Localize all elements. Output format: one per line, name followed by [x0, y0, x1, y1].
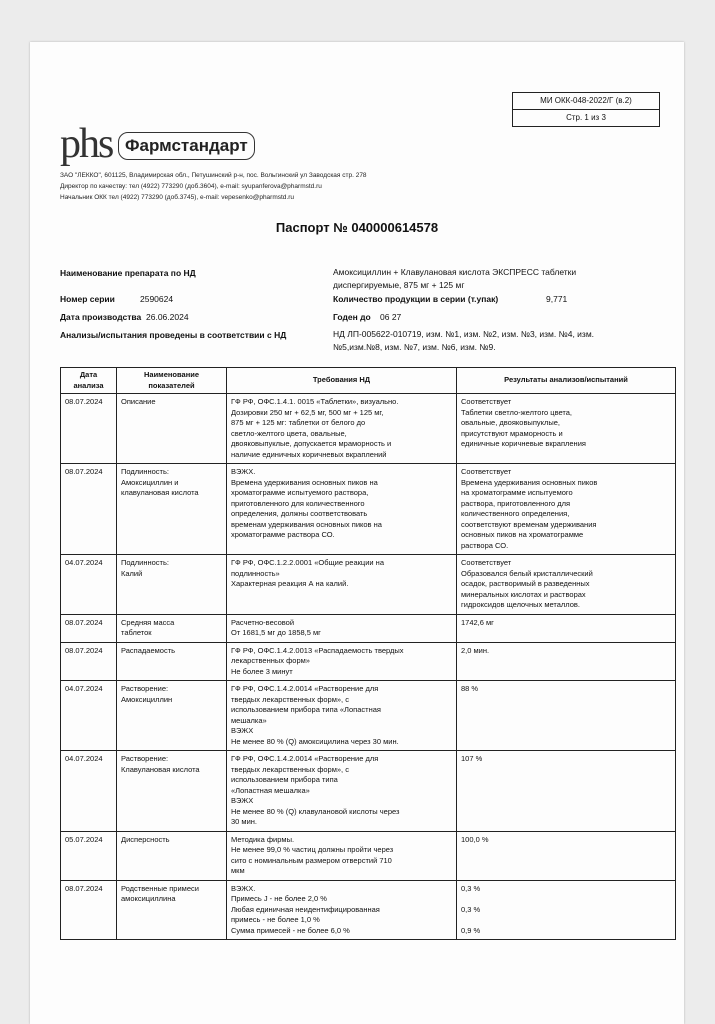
table-row: [61, 614, 676, 642]
cell-line: Не менее 80 % (Q) амоксицилина через 30 мин.: [231, 736, 399, 746]
cell-line: хроматограмме испытуемого раствора,: [231, 488, 369, 497]
drug-name-value: Амоксициллин + Клавулановая кислота ЭКСПРЕСС таблетки диспергируемые, 875 мг + 125 мг: [333, 267, 577, 290]
cell-line: наличие единичных коричневых вкраплений: [231, 449, 387, 459]
cell-line: 100,0 %: [461, 834, 489, 844]
document-code: МИ ОКК-048-2022/Г (в.2): [540, 96, 632, 105]
page-number: Стр. 1 из 3: [513, 109, 659, 126]
cell-line: клавулановая кислота: [121, 488, 199, 497]
cell-line: на хроматограмме испытуемого: [461, 488, 573, 497]
table-row: [61, 642, 676, 681]
cell-line: мкм: [231, 866, 245, 875]
date-cell: 04.07.2024: [61, 681, 117, 751]
cell-line: таблеток: [121, 628, 152, 637]
cell-line: Амоксициллин: [121, 694, 173, 704]
drug-name-label: Наименование препарата по НД: [60, 268, 196, 278]
date-cell: 04.07.2024: [61, 751, 117, 832]
cell-line: сито с номинальным размером отверстий 710: [231, 855, 392, 865]
cell-line: раствора, приготовленного для: [461, 498, 571, 508]
cell-line: Соответствует: [461, 397, 512, 406]
cell-line: Соответствует: [461, 467, 512, 476]
cell-line: лекарственных форм»: [231, 656, 310, 665]
cell-line: основных пиков на хроматограмме: [461, 530, 584, 539]
cell-line: 1742,6 мг: [461, 617, 494, 627]
indicator-cell: [117, 642, 227, 681]
cell-line: 0,3 %: [461, 883, 481, 893]
cell-line: Родственные примеси: [121, 883, 199, 893]
table-row: [61, 880, 676, 940]
cell-line: использованием прибора типа: [231, 775, 338, 784]
cell-line: Дисперсность: [121, 834, 170, 844]
cell-line: Калий: [121, 568, 143, 578]
cell-line: подлинность»: [231, 568, 280, 578]
cell-line: Сумма примесей - не более 6,0 %: [231, 925, 350, 935]
requirement-cell: [227, 464, 457, 555]
result-cell: [457, 642, 676, 681]
cell-line: Образовался белый кристаллический: [461, 568, 593, 578]
indicator-cell: [117, 464, 227, 555]
analyses-label: Анализы/испытания проведены в соответствии с НД: [60, 330, 287, 340]
cell-line: минеральных кислотах и растворах: [461, 589, 586, 599]
cell-line: 0,9 %: [461, 925, 481, 935]
result-cell: [457, 880, 676, 940]
results-body: [61, 394, 676, 940]
table-row: [61, 555, 676, 615]
cell-line: Любая единичная неидентифицированная: [231, 904, 380, 914]
date-cell: 05.07.2024: [61, 831, 117, 880]
header-requirements: Требования НД: [227, 368, 457, 394]
cell-line: ГФ РФ, ОФС.1.4.2.0014 «Растворение для: [231, 754, 379, 763]
table-row: [61, 681, 676, 751]
cell-line: Соответствует: [461, 558, 512, 567]
cell-line: хроматограмме раствора СО.: [231, 530, 335, 539]
series-value: 2590624: [140, 294, 174, 304]
cell-line: Времена удерживания основных пиков на: [231, 477, 378, 487]
header-results: Результаты анализов/испытаний: [457, 368, 676, 394]
result-cell: [457, 555, 676, 615]
cell-line: временам удерживания основных пиков на: [231, 519, 382, 529]
date-cell: 08.07.2024: [61, 880, 117, 940]
cell-line: Характерная реакция А на калий.: [231, 579, 349, 588]
cell-line: приготовленного для количественного: [231, 498, 365, 508]
cell-line: Примесь J - не более 2,0 %: [231, 894, 327, 903]
series-label: Номер серии: [60, 294, 115, 304]
cell-line: Не менее 80 % (Q) клавулановой кислоты через: [231, 806, 400, 816]
logo-name: Фармстандарт: [118, 132, 255, 160]
cell-line: Таблетки светло-желтого цвета,: [461, 407, 573, 417]
cell-line: 875 мг + 125 мг: таблетки от белого до: [231, 418, 366, 427]
requirement-cell: [227, 394, 457, 464]
cell-line: [461, 894, 671, 905]
quantity-label: Количество продукции в серии (т.упак): [333, 294, 499, 304]
requirement-cell: [227, 831, 457, 880]
cell-line: мешалка»: [231, 715, 267, 725]
requirement-cell: [227, 751, 457, 832]
cell-line: Времена удерживания основных пиков: [461, 477, 598, 487]
header-indicator: Наименование показателей: [117, 368, 227, 394]
result-cell: [457, 394, 676, 464]
indicator-cell: [117, 831, 227, 880]
cell-line: Подлинность:: [121, 467, 169, 476]
quality-director-contact: Директор по качеству: тел (4922) 773290 (доб.3604), e-mail: syupanferova@pharmstd.ru: [60, 183, 322, 190]
cell-line: Описание: [121, 397, 156, 406]
cell-line: твердых лекарственных форм», с: [231, 764, 349, 774]
cell-line: овальные, двояковыпуклые,: [461, 418, 561, 427]
indicator-cell: [117, 880, 227, 940]
cell-line: ВЭЖХ.: [231, 883, 256, 893]
date-cell: 08.07.2024: [61, 464, 117, 555]
cell-line: 30 мин.: [231, 817, 257, 826]
requirement-cell: [227, 614, 457, 642]
date-cell: 08.07.2024: [61, 642, 117, 681]
header-date: Дата анализа: [61, 368, 117, 394]
indicator-cell: [117, 394, 227, 464]
cell-line: Не более 3 минут: [231, 666, 293, 676]
cell-line: ГФ РФ, ОФС.1.4.1. 0015 «Таблетки», визуально.: [231, 397, 399, 406]
cell-line: 2,0 мин.: [461, 645, 490, 655]
cell-line: единичные коричневые вкрапления: [461, 439, 586, 448]
company-contacts: [60, 170, 367, 203]
cell-line: ВЭЖХ: [231, 796, 254, 805]
cell-line: От 1681,5 мг до 1858,5 мг: [231, 628, 321, 637]
result-cell: [457, 751, 676, 832]
table-header-row: [61, 368, 676, 394]
expiry-value: 06 27: [380, 312, 402, 322]
cell-line: светло-желтого цвета, овальные,: [231, 428, 347, 438]
cell-line: Дозировки 250 мг + 62,5 мг, 500 мг + 125 мг,: [231, 407, 384, 417]
cell-line: Растворение:: [121, 754, 169, 763]
analyses-value: НД ЛП-005622-010719, изм. №1, изм. №2, изм. №3, изм. №4, изм. №5,изм.№8, изм. №7, изм. №6, изм. №9.: [333, 329, 595, 352]
results-table: [60, 367, 676, 940]
cell-line: ВЭЖХ.: [231, 467, 256, 476]
cell-line: 107 %: [461, 754, 483, 763]
cell-line: Расчетно-весовой: [231, 617, 295, 627]
cell-line: ГФ РФ, ОФС.1.2.2.0001 «Общие реакции на: [231, 558, 384, 567]
table-row: [61, 464, 676, 555]
cell-line: 0,3 %: [461, 904, 481, 914]
requirement-cell: [227, 880, 457, 940]
cell-line: [461, 915, 671, 926]
date-cell: 04.07.2024: [61, 555, 117, 615]
result-cell: [457, 681, 676, 751]
cell-line: примесь - не более 1,0 %: [231, 915, 320, 924]
result-cell: [457, 831, 676, 880]
production-date-label: Дата производства: [60, 312, 142, 322]
table-row: [61, 394, 676, 464]
cell-line: присутствуют мраморность и: [461, 428, 563, 438]
passport-title: Паспорт № 040000614578: [275, 220, 439, 235]
requirement-cell: [227, 555, 457, 615]
date-cell: 08.07.2024: [61, 394, 117, 464]
cell-line: количественного определения,: [461, 509, 570, 518]
cell-line: Клавулановая кислота: [121, 764, 200, 774]
cell-line: гидроксидов щелочных металлов.: [461, 600, 580, 609]
cell-line: Методика фирмы.: [231, 834, 295, 844]
cell-line: Подлинность:: [121, 558, 169, 567]
cell-line: 88 %: [461, 684, 479, 693]
indicator-cell: [117, 555, 227, 615]
indicator-cell: [117, 681, 227, 751]
cell-line: ГФ РФ, ОФС.1.4.2.0014 «Растворение для: [231, 684, 379, 693]
result-cell: [457, 464, 676, 555]
cell-line: раствора СО.: [461, 540, 509, 550]
qc-head-contact: Начальник ОКК тел (4922) 773290 (доб.3745), e-mail: vepesenko@pharmstd.ru: [60, 194, 295, 201]
production-date-value: 26.06.2024: [146, 312, 189, 322]
logo-mark: phs: [60, 121, 113, 167]
cell-line: Не менее 99,0 % частиц должны пройти через: [231, 845, 394, 854]
indicator-cell: [117, 751, 227, 832]
requirement-cell: [227, 681, 457, 751]
date-cell: 08.07.2024: [61, 614, 117, 642]
cell-line: ВЭЖХ: [231, 726, 254, 735]
table-row: [61, 751, 676, 832]
indicator-cell: [117, 614, 227, 642]
cell-line: твердых лекарственных форм», с: [231, 694, 349, 704]
cell-line: «Лопастная мешалка»: [231, 785, 310, 795]
cell-line: определения, должны соответствовать: [231, 509, 368, 518]
requirement-cell: [227, 642, 457, 681]
cell-line: соответствуют временам удерживания: [461, 519, 597, 529]
passport-page: [30, 42, 684, 1024]
cell-line: Средняя масса: [121, 617, 175, 627]
cell-line: ГФ РФ, ОФС.1.4.2.0013 «Распадаемость твердых: [231, 645, 404, 655]
document-code-box: [512, 92, 660, 127]
result-cell: [457, 614, 676, 642]
cell-line: использованием прибора типа «Лопастная: [231, 705, 381, 714]
expiry-label: Годен до: [333, 312, 371, 322]
cell-line: Растворение:: [121, 684, 169, 693]
cell-line: осадок, растворимый в разведенных: [461, 579, 590, 588]
company-address: ЗАО "ЛЕККО", 601125, Владимирская обл., Петушинский р-н, пос. Вольгинский ул Заводская стр. 278: [60, 172, 367, 179]
table-row: [61, 831, 676, 880]
cell-line: Распадаемость: [121, 645, 176, 655]
cell-line: двояковыпуклые, допускается мраморность и: [231, 439, 392, 448]
cell-line: амоксициллина: [121, 894, 176, 903]
quantity-value: 9,771: [546, 294, 568, 304]
cell-line: Амоксициллин и: [121, 477, 179, 487]
